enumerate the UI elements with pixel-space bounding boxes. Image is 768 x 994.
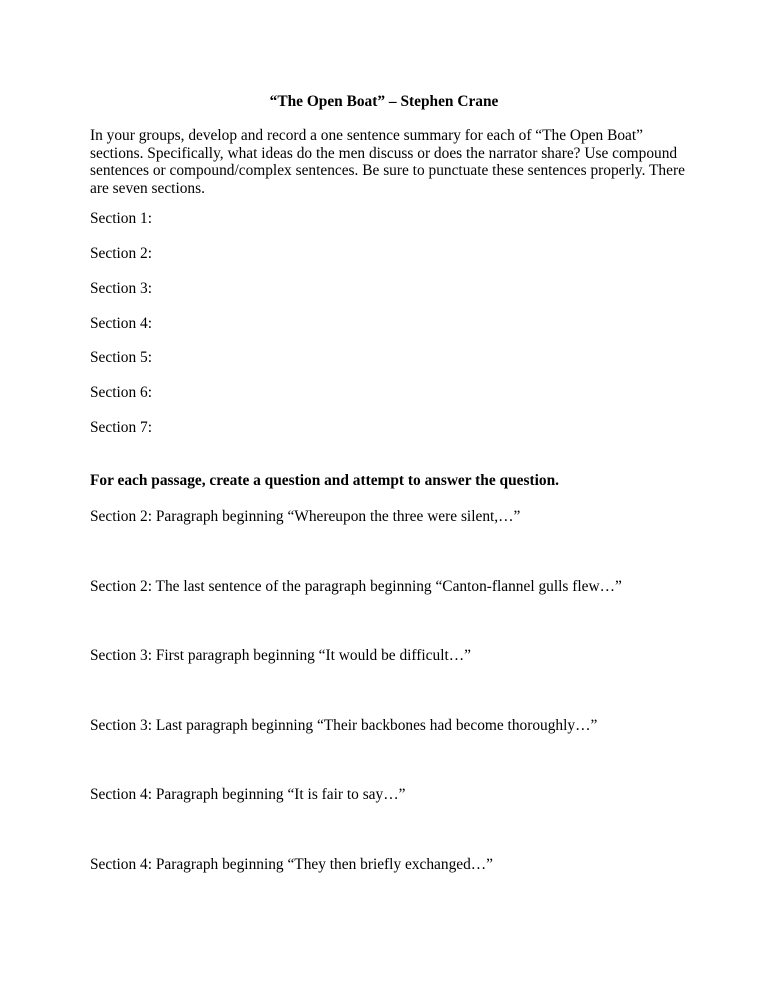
section-label: Section 2: (90, 245, 152, 262)
passage-prompt: Section 4: Paragraph beginning “It is fair to say…” (90, 786, 406, 803)
section-label: Section 6: (90, 384, 152, 401)
passage-prompt: Section 3: First paragraph beginning “It would be difficult…” (90, 647, 471, 664)
passage-prompt: Section 4: Paragraph beginning “They then briefly exchanged…” (90, 856, 494, 873)
instructions-line: sections. Specifically, what ideas do the men discuss or does the narrator share? Use compound (90, 144, 678, 162)
section-label: Section 7: (90, 419, 152, 436)
instructions-line: In your groups, develop and record a one sentence summary for each of “The Open Boat” (90, 127, 643, 144)
document-title: “The Open Boat” – Stephen Crane (269, 93, 499, 110)
section-label: Section 5: (90, 349, 152, 366)
passage-prompt: Section 2: The last sentence of the paragraph beginning “Canton-flannel gulls flew…” (90, 578, 622, 595)
section-label: Section 3: (90, 280, 152, 297)
instructions-line: are seven sections. (90, 179, 205, 197)
instructions-paragraph (90, 127, 690, 197)
passage-prompt: Section 3: Last paragraph beginning “Their backbones had become thoroughly…” (90, 717, 598, 734)
passage-prompt: Section 2: Paragraph beginning “Whereupon the three were silent,…” (90, 508, 521, 525)
section-label: Section 1: (90, 210, 152, 227)
instructions-line: sentences or compound/complex sentences. Be sure to punctuate these sentences properly. There (90, 162, 685, 179)
section-label: Section 4: (90, 315, 152, 332)
passage-heading: For each passage, create a question and attempt to answer the question. (90, 472, 559, 489)
